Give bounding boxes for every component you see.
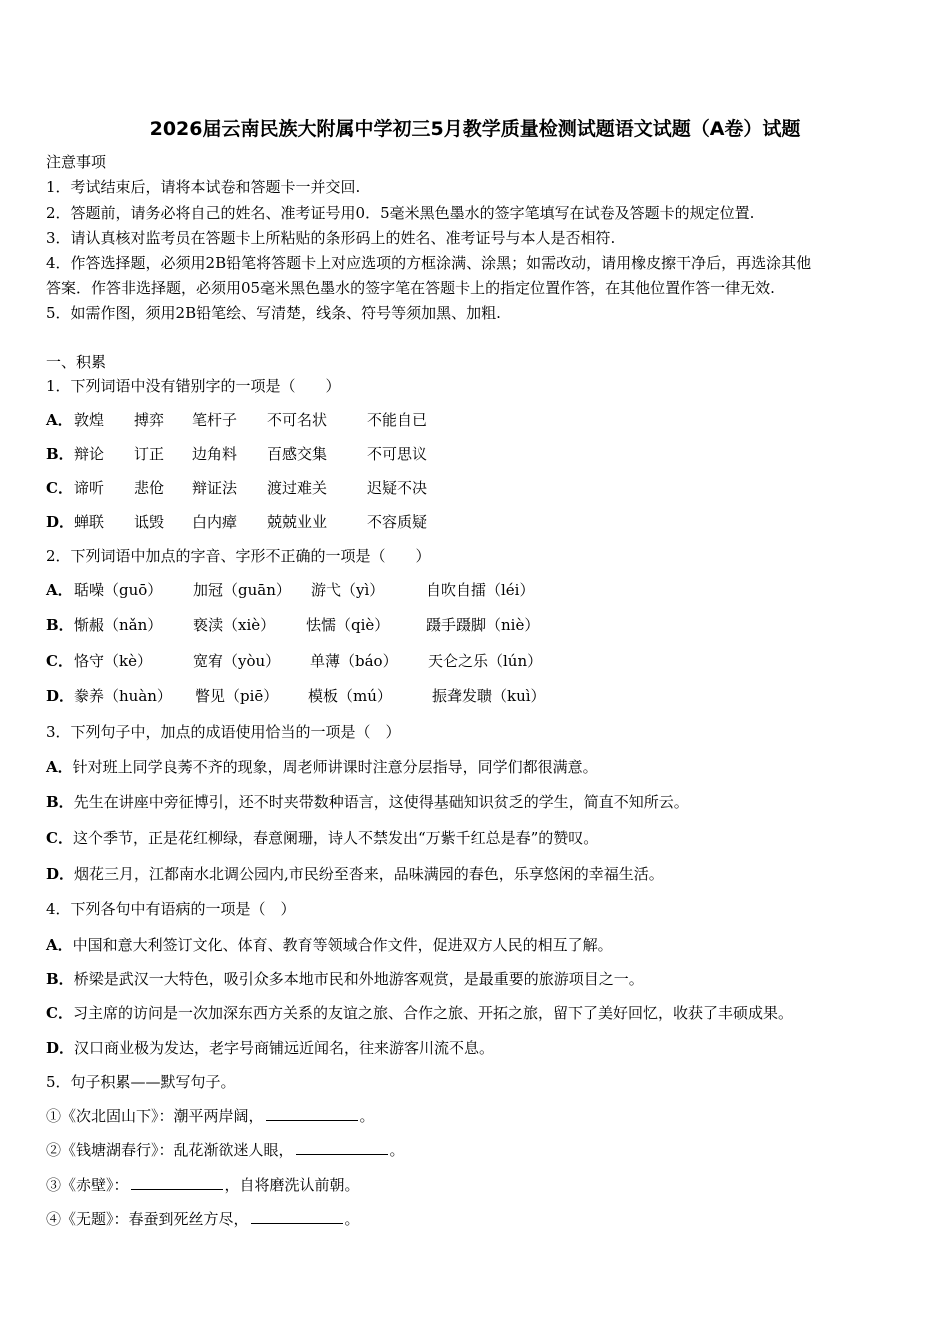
q2-word: 天仑之乐（lún） xyxy=(428,652,543,670)
q4-option-text: 桥梁是武汉一大特色，吸引众多本地市民和外地游客观赏，是最重要的旅游项目之一。 xyxy=(73,970,644,988)
question-4-stem: 4．下列各句中有语病的一项是（ ） xyxy=(46,900,296,918)
notice-line: 3．请认真核对监考员在答题卡上所粘贴的条形码上的姓名、准考证号与本人是否相符. xyxy=(46,229,616,247)
q2-word: 恪守（kè） xyxy=(74,652,152,670)
q1-option-label: B． xyxy=(46,445,74,463)
q2-word: 振聋发聩（kuì） xyxy=(432,687,546,705)
q3-option xyxy=(46,829,598,847)
question-3-stem: 3．下列句子中，加点的成语使用恰当的一项是（ ） xyxy=(46,723,401,741)
q2-word: 宽宥（yòu） xyxy=(193,652,281,670)
q2-option-label: D． xyxy=(46,687,75,705)
q5-item-suffix: 。 xyxy=(344,1210,360,1228)
q1-word: 不能自已 xyxy=(367,411,428,429)
q2-word: 惭赧（nǎn） xyxy=(74,616,163,634)
notice-line: 答案．作答非选择题，必须用05毫米黑色墨水的签字笔在答题卡上的指定位置作答，在其他位置作答一律无效. xyxy=(46,279,775,297)
q5-item xyxy=(46,1140,405,1159)
q2-word: 游弋（yì） xyxy=(311,581,385,599)
q3-option-label: A． xyxy=(46,758,73,776)
q1-word: 渡过难关 xyxy=(267,479,328,497)
q1-word: 百感交集 xyxy=(267,445,328,463)
answer-blank[interactable] xyxy=(266,1106,358,1121)
q5-item-suffix: ，自将磨洗认前朝。 xyxy=(224,1176,360,1194)
q1-word: 悲伧 xyxy=(134,479,165,497)
q1-option-label: A． xyxy=(46,411,73,429)
q4-option-text: 汉口商业极为发达，老字号商铺远近闻名，往来游客川流不息。 xyxy=(74,1039,495,1057)
question-1-stem: 1．下列词语中没有错别字的一项是（ ） xyxy=(46,377,341,395)
q1-word: 辩证法 xyxy=(192,479,238,497)
q1-option-label: D． xyxy=(46,513,75,531)
q4-option-label: B． xyxy=(46,970,74,988)
q2-option-label: C． xyxy=(46,652,73,670)
q1-word: 不可思议 xyxy=(367,445,428,463)
q4-option-text: 中国和意大利签订文化、体育、教育等领域合作文件，促进双方人民的相互了解。 xyxy=(72,936,613,954)
q1-word: 笔杆子 xyxy=(192,411,238,429)
notice-line: 1．考试结束后，请将本试卷和答题卡一并交回. xyxy=(46,178,361,196)
question-2-stem: 2．下列词语中加点的字音、字形不正确的一项是（ ） xyxy=(46,547,431,565)
q1-word: 谛听 xyxy=(74,479,105,497)
section-heading: 一、积累 xyxy=(46,353,107,371)
q3-option-label: B． xyxy=(46,793,74,811)
q3-option-text: 这个季节，正是花红柳绿，春意阑珊，诗人不禁发出“万紫千红总是春”的赞叹。 xyxy=(72,829,599,847)
q1-word: 迟疑不决 xyxy=(367,479,428,497)
q1-word: 白内瘴 xyxy=(192,513,238,531)
page-title: 2026届云南民族大附属中学初三5月教学质量检测试题语文试题（A卷）试题 xyxy=(149,118,801,140)
q1-word: 辩论 xyxy=(74,445,105,463)
question-5-stem: 5．句子积累——默写句子。 xyxy=(46,1073,236,1091)
notice-line: 5．如需作图，须用2B铅笔绘、写清楚，线条、符号等须加黑、加粗. xyxy=(46,304,501,322)
q3-option-label: C． xyxy=(46,829,73,847)
q2-word: 模板（mú） xyxy=(308,687,392,705)
q3-option xyxy=(46,865,664,883)
q1-word: 敦煌 xyxy=(74,411,105,429)
q4-option xyxy=(46,1004,793,1022)
q2-word: 加冠（guān） xyxy=(193,581,291,599)
answer-blank[interactable] xyxy=(251,1209,343,1224)
q1-word: 边角料 xyxy=(192,445,238,463)
q2-word: 聒噪（guō） xyxy=(74,581,163,599)
q5-item-suffix: 。 xyxy=(359,1107,375,1125)
q1-word: 兢兢业业 xyxy=(267,513,328,531)
q2-word: 单薄（báo） xyxy=(310,652,398,670)
notice-line: 2．答题前，请务必将自己的姓名、准考证号用0．5毫米黑色墨水的签字笔填写在试卷及答题卡的规定位置. xyxy=(46,204,755,222)
q5-item-prefix: ②《钱塘湖春行》：乱花渐欲迷人眼， xyxy=(46,1141,294,1159)
q2-word: 蹑手蹑脚（niè） xyxy=(426,616,540,634)
q4-option-label: C． xyxy=(46,1004,73,1022)
q5-item-prefix: ④《无题》：春蚕到死丝方尽， xyxy=(46,1210,249,1228)
notice-line: 4．作答选择题，必须用2B铅笔将答题卡上对应选项的方框涂满、涂黑；如需改动，请用橡皮擦干净后，再选涂其他 xyxy=(46,254,812,272)
q5-item-prefix: ③《赤壁》： xyxy=(46,1176,129,1194)
q1-option-label: C． xyxy=(46,479,73,497)
q4-option xyxy=(46,970,644,988)
q2-option-label: B． xyxy=(46,616,74,634)
q3-option xyxy=(46,758,598,776)
q4-option-label: D． xyxy=(46,1039,75,1057)
answer-blank[interactable] xyxy=(131,1175,223,1190)
q5-item xyxy=(46,1106,375,1125)
notice-heading: 注意事项 xyxy=(46,153,107,171)
q3-option xyxy=(46,793,689,811)
q3-option-text: 先生在讲座中旁征博引，还不时夹带数种语言，这使得基础知识贫乏的学生，简直不知所云。 xyxy=(73,793,689,811)
q1-word: 不容质疑 xyxy=(367,513,428,531)
q2-word: 怯懦（qiè） xyxy=(306,616,390,634)
q5-item-suffix: 。 xyxy=(389,1141,405,1159)
q1-word: 订正 xyxy=(134,445,165,463)
answer-blank[interactable] xyxy=(296,1140,388,1155)
q2-word: 豢养（huàn） xyxy=(74,687,172,705)
q4-option xyxy=(46,1039,494,1057)
q4-option-label: A． xyxy=(46,936,73,954)
q4-option xyxy=(46,936,613,954)
q5-item-prefix: ①《次北固山下》：潮平两岸阔， xyxy=(46,1107,264,1125)
q1-word: 蝉联 xyxy=(74,513,105,531)
q3-option-label: D． xyxy=(46,865,75,883)
q2-word: 亵渎（xiè） xyxy=(193,616,276,634)
q3-option-text: 针对班上同学良莠不齐的现象，周老师讲课时注意分层指导，同学们都很满意。 xyxy=(72,758,598,776)
q4-option-text: 习主席的访问是一次加深东西方关系的友谊之旅、合作之旅、开拓之旅，留下了美好回忆，收获了丰硕成果。 xyxy=(72,1004,793,1022)
q5-item xyxy=(46,1175,360,1194)
q1-word: 不可名状 xyxy=(267,411,328,429)
q2-word: 自吹自擂（léi） xyxy=(426,581,535,599)
q2-option-label: A． xyxy=(46,581,73,599)
q3-option-text: 烟花三月，江都南水北调公园内,市民纷至沓来，品味满园的春色，乐享悠闲的幸福生活。 xyxy=(74,865,664,883)
q1-word: 搏弈 xyxy=(134,411,165,429)
q2-word: 瞥见（piē） xyxy=(195,687,279,705)
q1-word: 诋毁 xyxy=(134,513,165,531)
q5-item xyxy=(46,1209,360,1228)
